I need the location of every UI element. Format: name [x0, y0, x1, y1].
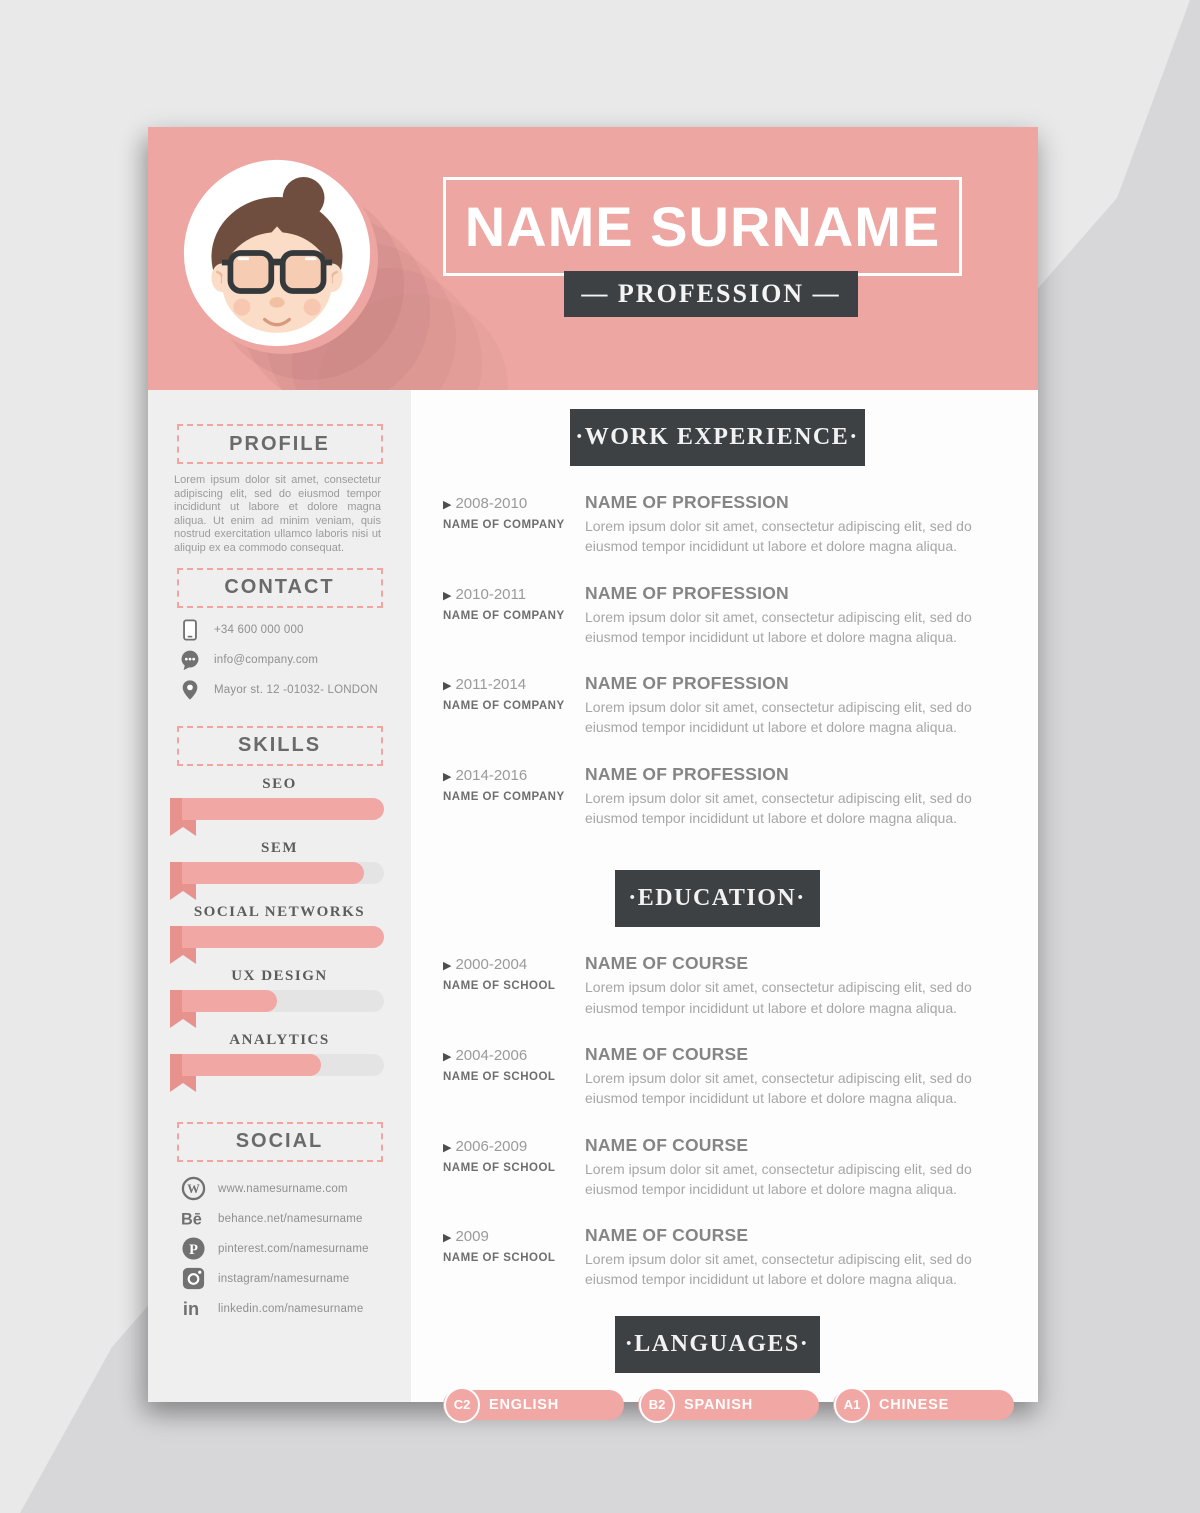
language-name: SPANISH	[684, 1396, 753, 1413]
skill-item	[148, 904, 411, 960]
sidebar	[148, 390, 411, 1402]
social-website-row	[148, 1176, 411, 1202]
entry-date: ▶ 2004-2006	[443, 1046, 528, 1064]
entry-description: Lorem ipsum dolor sit amet, consectetur adipiscing elit, sed do eiusmod tempor incididunt ut labore et dolore magna aliqua.	[585, 979, 972, 1016]
skill-label: SOCIAL NETWORKS	[193, 903, 366, 920]
skill-label: ANALYTICS	[229, 1031, 330, 1048]
location-pin-icon	[178, 678, 202, 702]
header-band	[148, 127, 1038, 390]
triangle-bullet-icon: ▶	[443, 589, 452, 602]
skill-bar	[182, 926, 384, 960]
entry-description: Lorem ipsum dolor sit amet, consectetur adipiscing elit, sed do eiusmod tempor incididunt ut labore et dolore magna aliqua.	[585, 1251, 972, 1288]
language-pill-spanish	[638, 1390, 819, 1420]
education-entry	[443, 1225, 991, 1290]
skill-item	[148, 776, 411, 832]
education-entry	[443, 953, 991, 1018]
linkedin-url[interactable]: linkedin.com/namesurname	[218, 1302, 364, 1315]
contact-email-row	[148, 648, 411, 672]
contact-address-row	[148, 678, 411, 702]
entry-date: ▶ 2014-2016	[443, 766, 528, 784]
wordpress-icon	[180, 1176, 206, 1202]
svg-text:W: W	[186, 1181, 200, 1196]
social-instagram-row	[148, 1266, 411, 1292]
skill-bar	[182, 1054, 384, 1088]
instagram-url[interactable]: instagram/namesurname	[218, 1272, 350, 1285]
email-address[interactable]: info@company.com	[214, 653, 319, 666]
linkedin-icon	[180, 1296, 206, 1322]
work-entry	[443, 673, 991, 738]
entry-role: NAME OF PROFESSION	[585, 673, 789, 694]
education-header: ·EDUCATION·	[615, 870, 820, 927]
name-box	[443, 177, 962, 276]
entry-description: Lorem ipsum dolor sit amet, consectetur adipiscing elit, sed do eiusmod tempor incididunt ut labore et dolore magna aliqua.	[585, 1160, 972, 1197]
entry-role: NAME OF PROFESSION	[585, 492, 789, 512]
entry-company: NAME OF COMPANY	[443, 519, 565, 531]
entry-role: NAME OF PROFESSION	[585, 582, 789, 603]
entry-company: NAME OF COMPANY	[443, 609, 565, 622]
language-name: CHINESE	[879, 1396, 950, 1413]
skill-bar-fill	[182, 926, 384, 948]
skill-bar	[182, 990, 384, 1024]
avatar-illustration	[182, 158, 372, 348]
pinterest-icon	[180, 1236, 206, 1262]
entry-description: Lorem ipsum dolor sit amet, consectetur adipiscing elit, sed do eiusmod tempor incididunt ut labore et dolore magna aliqua.	[585, 699, 972, 736]
triangle-bullet-icon: ▶	[443, 680, 452, 693]
social-list	[148, 1176, 411, 1322]
work-experience-entries	[443, 492, 991, 828]
entry-course: NAME OF COURSE	[585, 1134, 749, 1155]
languages-header: ·LANGUAGES·	[615, 1316, 820, 1373]
education-entry	[443, 1135, 991, 1200]
entry-description: Lorem ipsum dolor sit amet, consectetur adipiscing elit, sed do eiusmod tempor incididunt ut labore et dolore magna aliqua.	[585, 608, 972, 645]
skill-item	[148, 840, 411, 896]
social-pinterest-row	[148, 1236, 411, 1262]
entry-course: NAME OF COURSE	[585, 1043, 749, 1064]
entry-date: ▶ 2008-2010	[443, 495, 528, 512]
work-experience-header: ·WORK EXPERIENCE·	[570, 409, 865, 466]
entry-company: NAME OF COMPANY	[443, 700, 565, 713]
entry-role: NAME OF PROFESSION	[585, 763, 789, 784]
skills-section-title: SKILLS	[177, 726, 383, 766]
svg-text:in: in	[182, 1298, 199, 1320]
phone-icon	[178, 618, 202, 642]
triangle-bullet-icon: ▶	[443, 960, 452, 973]
entry-description: Lorem ipsum dolor sit amet, consectetur adipiscing elit, sed do eiusmod tempor incididunt ut labore et dolore magna aliqua.	[585, 518, 972, 555]
skill-label: SEO	[262, 775, 297, 792]
pinterest-url[interactable]: pinterest.com/namesurname	[218, 1242, 369, 1255]
chat-icon	[178, 648, 202, 672]
language-level-badge: B2	[639, 1387, 675, 1423]
skill-label: UX DESIGN	[231, 967, 328, 984]
profession-box	[564, 271, 858, 317]
behance-icon	[180, 1206, 206, 1232]
profession-label: — PROFESSION —	[581, 279, 841, 308]
triangle-bullet-icon: ▶	[443, 1050, 452, 1063]
entry-description: Lorem ipsum dolor sit amet, consectetur adipiscing elit, sed do eiusmod tempor incididunt ut labore et dolore magna aliqua.	[585, 789, 972, 827]
contact-phone-row	[148, 618, 411, 642]
social-linkedin-row	[148, 1296, 411, 1322]
svg-text:P: P	[188, 1241, 198, 1258]
entry-description: Lorem ipsum dolor sit amet, consectetur adipiscing elit, sed do eiusmod tempor incididunt ut labore et dolore magna aliqua.	[585, 1069, 972, 1107]
entry-date: ▶ 2010-2011	[443, 585, 527, 603]
social-section-title: SOCIAL	[177, 1122, 383, 1162]
profile-section-title: PROFILE	[177, 424, 383, 464]
skill-label: SEM	[260, 839, 298, 856]
entry-school: NAME OF SCHOOL	[443, 980, 556, 993]
social-behance-row	[148, 1206, 411, 1232]
skill-bar	[182, 862, 384, 896]
entry-school: NAME OF SCHOOL	[443, 1161, 556, 1174]
entry-company: NAME OF COMPANY	[443, 790, 565, 803]
triangle-bullet-icon: ▶	[443, 1232, 452, 1245]
triangle-bullet-icon: ▶	[443, 1141, 452, 1154]
language-level-badge: A1	[834, 1387, 870, 1423]
triangle-bullet-icon: ▶	[443, 499, 452, 511]
skill-bar-fill	[182, 862, 364, 884]
skill-bar	[182, 798, 384, 832]
instagram-icon	[180, 1266, 206, 1292]
language-level-badge: C2	[444, 1387, 480, 1423]
behance-url[interactable]: behance.net/namesurname	[218, 1212, 363, 1225]
entry-date: ▶ 2011-2014	[443, 676, 527, 694]
entry-course: NAME OF COURSE	[585, 953, 749, 974]
skills-list	[148, 776, 411, 1088]
contact-section-title: CONTACT	[177, 568, 383, 608]
work-entry	[443, 583, 991, 648]
skill-bar-fill	[182, 1054, 321, 1076]
education-entries	[443, 953, 991, 1289]
postal-address: Mayor st. 12 -01032- LONDON	[214, 683, 378, 696]
entry-date: ▶ 2000-2004	[443, 956, 528, 974]
language-name: ENGLISH	[489, 1396, 560, 1413]
language-pill-chinese	[833, 1390, 1014, 1420]
entry-course: NAME OF COURSE	[585, 1225, 749, 1246]
contact-list	[148, 618, 411, 702]
entry-date: ▶ 2006-2009	[443, 1137, 528, 1155]
main-content	[411, 390, 1038, 1413]
entry-date: ▶ 2009	[443, 1228, 489, 1246]
svg-text:Bē: Bē	[180, 1210, 202, 1229]
entry-school: NAME OF SCHOOL	[443, 1252, 556, 1265]
phone-number: +34 600 000 000	[214, 623, 304, 636]
skill-bar-fill	[182, 990, 277, 1012]
profile-text: Lorem ipsum dolor sit amet, consectetur adipiscing elit, sed do eiusmod tempor incididunt ut labore et dolore magna aliqua. Ut enim ad minim veniam, quis nostrud exercitation ullamco laboris nisi ut aliquip ex ea commodo consequat.	[174, 474, 381, 554]
skill-item	[148, 968, 411, 1024]
language-pill-english	[443, 1390, 624, 1420]
skill-item	[148, 1032, 411, 1088]
language-pills	[443, 1390, 1014, 1420]
resume-page	[148, 127, 1038, 1413]
avatar	[182, 158, 372, 348]
skill-bar-fill	[182, 798, 384, 820]
person-name: NAME SURNAME	[464, 195, 941, 258]
work-entry	[443, 492, 991, 557]
website-url[interactable]: www.namesurname.com	[218, 1182, 348, 1195]
work-entry	[443, 764, 991, 829]
entry-school: NAME OF SCHOOL	[443, 1070, 556, 1083]
education-entry	[443, 1044, 991, 1109]
triangle-bullet-icon: ▶	[443, 770, 452, 783]
